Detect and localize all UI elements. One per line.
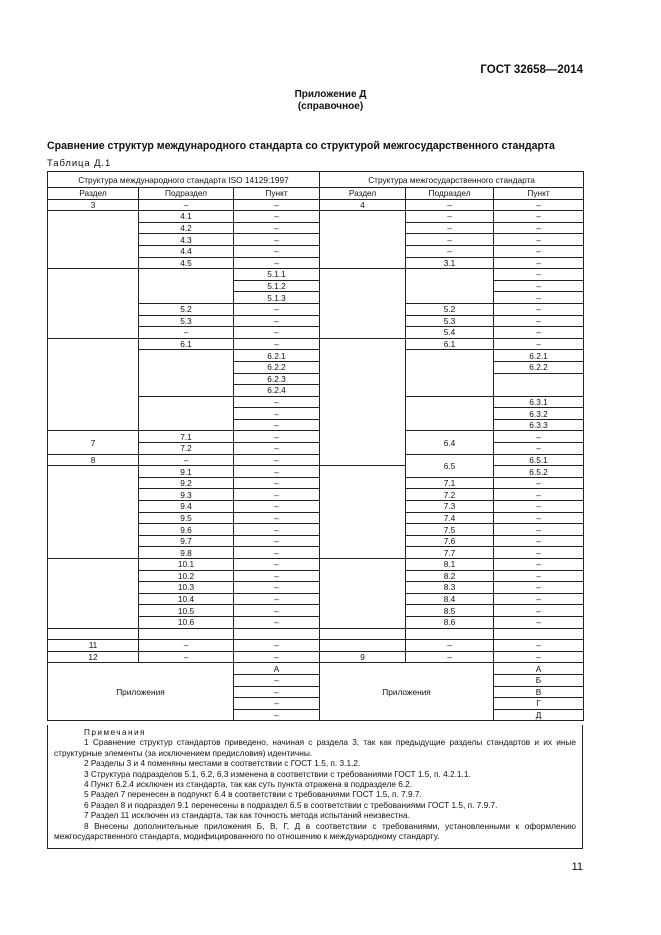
table-row bbox=[48, 559, 584, 571]
notes-heading: Примечания bbox=[84, 727, 146, 737]
cell-item: 6.5.2 bbox=[494, 466, 584, 478]
cell-section bbox=[320, 338, 406, 466]
cell-item: – bbox=[234, 477, 320, 489]
table-row bbox=[48, 431, 584, 443]
cell-item: – bbox=[234, 396, 320, 408]
cell-item: – bbox=[234, 559, 320, 571]
cell-item: – bbox=[234, 419, 320, 431]
cell-item bbox=[494, 628, 584, 640]
cell-item: – bbox=[494, 199, 584, 211]
cell-item: – bbox=[494, 245, 584, 257]
cell-item: – bbox=[234, 593, 320, 605]
table-row bbox=[48, 199, 584, 211]
cell-subsection: 7.1 bbox=[139, 431, 234, 443]
cell-subsection bbox=[406, 350, 494, 396]
cell-item: – bbox=[234, 489, 320, 501]
cell-section bbox=[320, 559, 406, 629]
cell-subsection: 4.1 bbox=[139, 211, 234, 223]
note-item: 1 Сравнение структур стандартов приведено, начиная с раздела 3, так как предыдущие разделы стандартов и их иные структурные элементы (за исключением предисловия) идентичны. bbox=[54, 737, 576, 758]
cell-subsection: 5.3 bbox=[139, 315, 234, 327]
table-group-header-row bbox=[48, 172, 584, 188]
cell-item: 6.2.1 bbox=[234, 350, 320, 362]
cell-item: – bbox=[494, 327, 584, 339]
cell-subsection: 7.1 bbox=[406, 477, 494, 489]
cell-item: – bbox=[494, 477, 584, 489]
col-header-subsection: Подраздел bbox=[406, 188, 494, 200]
cell-item: 5.1.3 bbox=[234, 292, 320, 304]
cell-subsection: 7.2 bbox=[139, 443, 234, 455]
appendix-heading bbox=[0, 89, 661, 113]
cell-subsection: 7.7 bbox=[406, 547, 494, 559]
table-row bbox=[48, 640, 584, 652]
cell-subsection: – bbox=[406, 222, 494, 234]
cell-subsection bbox=[139, 350, 234, 396]
cell-item: – bbox=[234, 431, 320, 443]
cell-item: – bbox=[234, 524, 320, 536]
note-item: 6 Раздел 8 и подраздел 9.1 перенесены в подраздел 6.5 в соответствии с требованиями ГОСТ 1.5, п. 7.9.7. bbox=[84, 799, 498, 810]
cell-item: – bbox=[494, 640, 584, 652]
annex-item-interstate: В bbox=[494, 686, 584, 698]
cell-subsection: 9.1 bbox=[139, 466, 234, 478]
note-item: 2 Разделы 3 и 4 поменяны местами в соответствии с ГОСТ 1.5, п. 3.1.2. bbox=[84, 758, 361, 769]
cell-item: – bbox=[234, 570, 320, 582]
annex-item-international: – bbox=[234, 709, 320, 721]
annex-item-international: А bbox=[234, 663, 320, 675]
col-header-item: Пункт bbox=[234, 188, 320, 200]
cell-section bbox=[48, 628, 139, 640]
cell-item: – bbox=[494, 234, 584, 246]
cell-item: – bbox=[494, 431, 584, 443]
cell-subsection: 10.4 bbox=[139, 593, 234, 605]
cell-item: – bbox=[234, 211, 320, 223]
document-code: ГОСТ 32658—2014 bbox=[480, 64, 583, 76]
cell-item: – bbox=[234, 245, 320, 257]
annex-label-international: Приложения bbox=[48, 663, 234, 721]
cell-subsection: 9.5 bbox=[139, 512, 234, 524]
cell-item: – bbox=[234, 605, 320, 617]
cell-section: 11 bbox=[48, 640, 139, 652]
table-row bbox=[48, 466, 584, 478]
cell-subsection: – bbox=[406, 199, 494, 211]
cell-item: – bbox=[494, 443, 584, 455]
cell-item: – bbox=[234, 303, 320, 315]
table-row bbox=[48, 454, 584, 466]
cell-item: – bbox=[494, 593, 584, 605]
cell-subsection: – bbox=[406, 211, 494, 223]
cell-subsection: – bbox=[406, 651, 494, 663]
table-row bbox=[48, 651, 584, 663]
cell-item: – bbox=[234, 408, 320, 420]
cell-item: – bbox=[234, 338, 320, 350]
cell-section bbox=[48, 559, 139, 629]
annex-item-interstate: А bbox=[494, 663, 584, 675]
table-column-header-row bbox=[48, 188, 584, 200]
cell-item: – bbox=[494, 211, 584, 223]
cell-item: – bbox=[494, 547, 584, 559]
cell-subsection: 9.8 bbox=[139, 547, 234, 559]
cell-item: – bbox=[494, 605, 584, 617]
cell-section bbox=[320, 466, 406, 559]
cell-item: – bbox=[234, 640, 320, 652]
cell-item: 6.2.1 bbox=[494, 350, 584, 362]
cell-item: – bbox=[494, 501, 584, 513]
cell-item: 6.2.2 bbox=[494, 361, 584, 373]
annex-item-international: – bbox=[234, 674, 320, 686]
cell-subsection: 4.5 bbox=[139, 257, 234, 269]
cell-section bbox=[320, 211, 406, 269]
cell-subsection: 8.5 bbox=[406, 605, 494, 617]
cell-item: – bbox=[234, 512, 320, 524]
cell-item: – bbox=[234, 327, 320, 339]
note-item: 8 Внесены дополнительные приложения Б, В, Г, Д в соответствии с требованиями, установленными к оформлению межгосударственного стандарта, модифицированного по отношению к международному стандарту. bbox=[54, 820, 576, 842]
cell-subsection: 8.2 bbox=[406, 570, 494, 582]
col-header-item: Пункт bbox=[494, 188, 584, 200]
cell-item: – bbox=[494, 280, 584, 292]
cell-item: – bbox=[234, 535, 320, 547]
cell-subsection: 8.1 bbox=[406, 559, 494, 571]
cell-subsection: – bbox=[406, 245, 494, 257]
cell-subsection: 9.3 bbox=[139, 489, 234, 501]
cell-section bbox=[48, 466, 139, 559]
cell-subsection: 10.5 bbox=[139, 605, 234, 617]
cell-item: 6.2.2 bbox=[234, 361, 320, 373]
cell-item: – bbox=[494, 651, 584, 663]
cell-subsection: 6.1 bbox=[139, 338, 234, 350]
notes-block bbox=[47, 725, 583, 849]
cell-item: – bbox=[234, 257, 320, 269]
col-header-subsection: Подраздел bbox=[139, 188, 234, 200]
table-row bbox=[48, 338, 584, 350]
cell-subsection bbox=[406, 396, 494, 431]
cell-item: – bbox=[494, 535, 584, 547]
cell-subsection: – bbox=[139, 454, 234, 466]
cell-item: – bbox=[234, 582, 320, 594]
cell-item: 6.2.4 bbox=[234, 385, 320, 397]
cell-subsection: 9.7 bbox=[139, 535, 234, 547]
cell-section: 9 bbox=[320, 651, 406, 663]
appendix-subtitle: (справочное) bbox=[297, 101, 364, 112]
table-row-annex bbox=[48, 663, 584, 675]
cell-item: – bbox=[234, 199, 320, 211]
cell-subsection bbox=[406, 269, 494, 304]
section-title: Сравнение структур международного стандарта со структурой межгосударственного стандарта bbox=[47, 140, 555, 152]
cell-subsection: 6.5 bbox=[406, 454, 494, 477]
cell-subsection: 8.4 bbox=[406, 593, 494, 605]
cell-item: – bbox=[494, 257, 584, 269]
cell-item: 5.1.1 bbox=[234, 269, 320, 281]
cell-subsection: – bbox=[139, 640, 234, 652]
cell-item: 6.5.1 bbox=[494, 454, 584, 466]
group-header-international: Структура международного стандарта ISO 14129:1997 bbox=[48, 172, 320, 188]
cell-item: – bbox=[234, 222, 320, 234]
cell-subsection: 5.2 bbox=[406, 303, 494, 315]
cell-item: 6.3.1 bbox=[494, 396, 584, 408]
cell-subsection bbox=[139, 628, 234, 640]
cell-item bbox=[234, 628, 320, 640]
cell-subsection: 10.3 bbox=[139, 582, 234, 594]
cell-item: – bbox=[234, 454, 320, 466]
annex-item-interstate: Д bbox=[494, 709, 584, 721]
cell-item: – bbox=[494, 570, 584, 582]
group-header-interstate: Структура межгосударственного стандарта bbox=[320, 172, 584, 188]
table-row bbox=[48, 269, 584, 281]
note-item: 4 Пункт 6.2.4 исключен из стандарта, так как суть пункта отражена в подразделе 6.2. bbox=[84, 779, 413, 790]
cell-subsection: 4.2 bbox=[139, 222, 234, 234]
cell-subsection: 6.1 bbox=[406, 338, 494, 350]
cell-subsection: – bbox=[406, 234, 494, 246]
cell-section bbox=[320, 628, 406, 640]
cell-subsection: – bbox=[139, 199, 234, 211]
annex-label-interstate: Приложения bbox=[320, 663, 494, 721]
cell-item: – bbox=[234, 651, 320, 663]
cell-subsection: 7.5 bbox=[406, 524, 494, 536]
cell-subsection: 10.6 bbox=[139, 616, 234, 628]
cell-subsection: 7.3 bbox=[406, 501, 494, 513]
note-item: 7 Раздел 11 исключен из стандарта, так как точность метода испытаний неизвестна. bbox=[84, 810, 410, 821]
annex-item-interstate: Б bbox=[494, 674, 584, 686]
comparison-table bbox=[47, 171, 584, 721]
cell-subsection: 7.4 bbox=[406, 512, 494, 524]
annex-item-interstate: Г bbox=[494, 698, 584, 710]
appendix-title: Приложение Д bbox=[294, 89, 367, 100]
cell-subsection: 4.3 bbox=[139, 234, 234, 246]
cell-subsection: 3.1 bbox=[406, 257, 494, 269]
cell-subsection: 4.4 bbox=[139, 245, 234, 257]
cell-subsection: – bbox=[406, 640, 494, 652]
cell-item: 6.2.3 bbox=[234, 373, 320, 385]
cell-item: – bbox=[494, 222, 584, 234]
cell-item: – bbox=[234, 466, 320, 478]
cell-subsection: 5.4 bbox=[406, 327, 494, 339]
cell-item: – bbox=[494, 616, 584, 628]
cell-item: 6.3.2 bbox=[494, 408, 584, 420]
cell-subsection: 7.6 bbox=[406, 535, 494, 547]
cell-item: – bbox=[234, 501, 320, 513]
table-row bbox=[48, 211, 584, 223]
cell-subsection: 5.2 bbox=[139, 303, 234, 315]
cell-item: – bbox=[234, 234, 320, 246]
annex-item-international: – bbox=[234, 698, 320, 710]
cell-section bbox=[48, 338, 139, 431]
col-header-section: Раздел bbox=[48, 188, 139, 200]
cell-item: – bbox=[234, 616, 320, 628]
table-row bbox=[48, 628, 584, 640]
cell-subsection: – bbox=[139, 651, 234, 663]
cell-item bbox=[494, 373, 584, 396]
cell-subsection: 10.2 bbox=[139, 570, 234, 582]
cell-section bbox=[320, 640, 406, 652]
cell-section: 8 bbox=[48, 454, 139, 466]
cell-item: – bbox=[494, 338, 584, 350]
cell-item: – bbox=[494, 315, 584, 327]
cell-subsection: 8.3 bbox=[406, 582, 494, 594]
cell-item: – bbox=[494, 559, 584, 571]
cell-section: 4 bbox=[320, 199, 406, 211]
cell-item: – bbox=[494, 303, 584, 315]
cell-item: – bbox=[234, 315, 320, 327]
cell-section bbox=[48, 269, 139, 339]
cell-item: – bbox=[494, 292, 584, 304]
cell-subsection: 8.6 bbox=[406, 616, 494, 628]
cell-item: – bbox=[494, 489, 584, 501]
cell-item: – bbox=[494, 269, 584, 281]
cell-subsection: 9.6 bbox=[139, 524, 234, 536]
cell-subsection: 6.4 bbox=[406, 431, 494, 454]
cell-item: – bbox=[494, 524, 584, 536]
cell-item: 6.3.3 bbox=[494, 419, 584, 431]
cell-item: – bbox=[494, 582, 584, 594]
cell-subsection: 7.2 bbox=[406, 489, 494, 501]
col-header-section: Раздел bbox=[320, 188, 406, 200]
cell-section: 12 bbox=[48, 651, 139, 663]
cell-item: – bbox=[234, 443, 320, 455]
cell-item: – bbox=[234, 547, 320, 559]
cell-subsection: 10.1 bbox=[139, 559, 234, 571]
table-label: Таблица Д.1 bbox=[47, 158, 112, 169]
cell-section bbox=[320, 269, 406, 339]
cell-subsection bbox=[406, 628, 494, 640]
cell-subsection bbox=[139, 269, 234, 304]
cell-subsection: 9.2 bbox=[139, 477, 234, 489]
cell-item: 5.1.2 bbox=[234, 280, 320, 292]
cell-subsection bbox=[139, 396, 234, 431]
page-number: 11 bbox=[571, 861, 583, 873]
cell-subsection: 9.4 bbox=[139, 501, 234, 513]
cell-subsection: – bbox=[139, 327, 234, 339]
cell-item: – bbox=[494, 512, 584, 524]
note-item: 3 Структура подразделов 5.1, 6.2, 6.3 изменена в соответствии с требованиями ГОСТ 1.5, п. 4.2.1.1. bbox=[84, 768, 471, 779]
cell-subsection: 5.3 bbox=[406, 315, 494, 327]
cell-section: 7 bbox=[48, 431, 139, 454]
cell-section bbox=[48, 211, 139, 269]
cell-section: 3 bbox=[48, 199, 139, 211]
annex-item-international: – bbox=[234, 686, 320, 698]
note-item: 5 Раздел 7 перенесен в подпункт 6.4 в соответствии с требованиями ГОСТ 1.5, п. 7.9.7. bbox=[84, 789, 422, 800]
